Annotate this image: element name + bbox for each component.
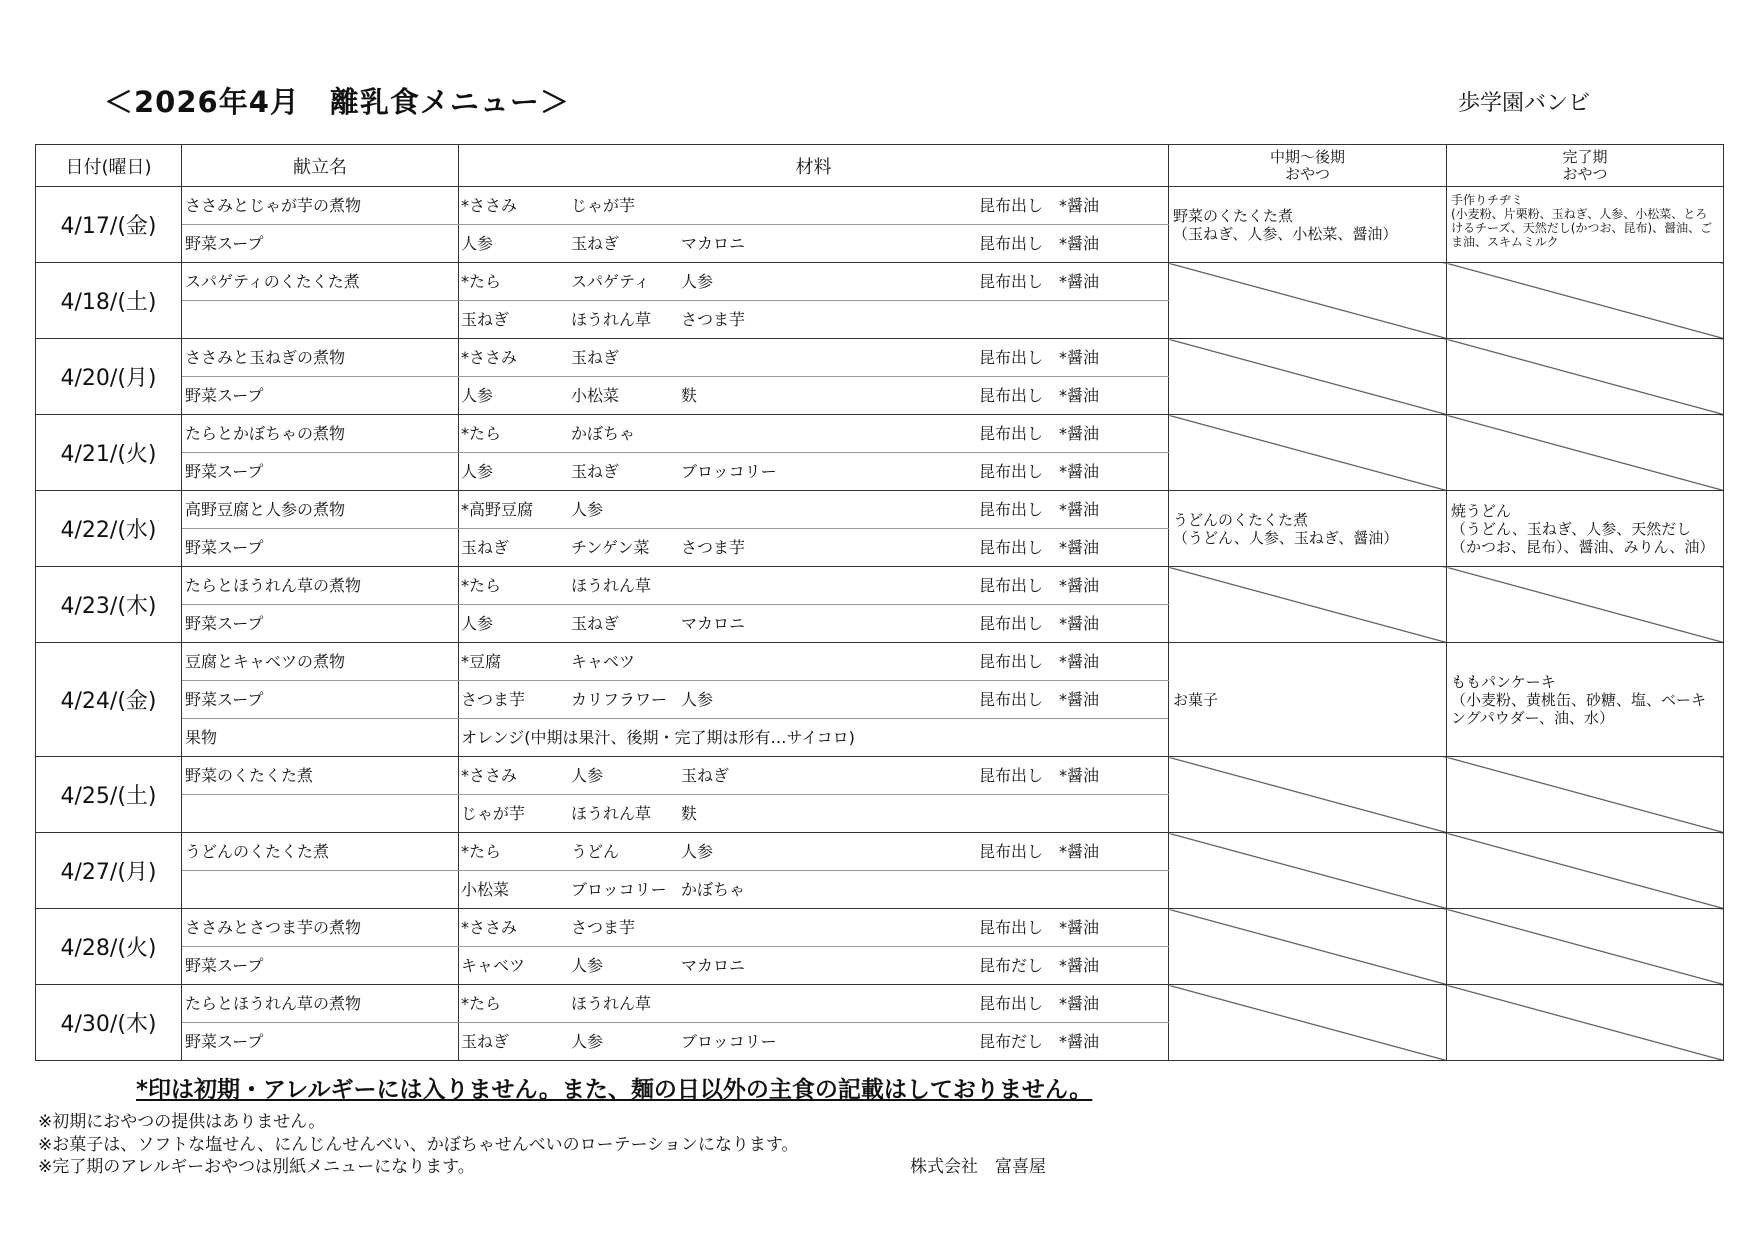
table-row	[36, 491, 1724, 529]
dish-name: ささみと玉ねぎの煮物	[182, 339, 459, 377]
ingredients-cell	[459, 225, 1169, 263]
note-line: ※お菓子は、ソフトな塩せん、にんじんせんべい、かぼちゃせんべいのローテーションになります。	[38, 1135, 799, 1155]
dish-name: 高野豆腐と人参の煮物	[182, 491, 459, 529]
table-row	[36, 263, 1724, 301]
dish-name: 野菜スープ	[182, 947, 459, 985]
table-row	[36, 567, 1724, 605]
ingredient: キャベツ	[461, 956, 526, 975]
ingredient: 人参	[461, 614, 494, 633]
school-name: 歩学園バンビ	[1458, 91, 1591, 116]
dish-name	[182, 795, 459, 833]
date-cell: 4/20/(月)	[36, 339, 182, 415]
ingredient: 玉ねぎ	[571, 348, 620, 367]
sauce: *醤油	[1059, 652, 1100, 671]
empty-slash-cell	[1169, 757, 1447, 833]
date-cell: 4/21/(火)	[36, 415, 182, 491]
ingredient: *たら	[461, 272, 502, 291]
snack-mid-column-header: 中期～後期 おやつ	[1169, 145, 1447, 187]
dashi: 昆布出し	[979, 462, 1044, 481]
dashi: 昆布出し	[979, 386, 1044, 405]
sauce: *醤油	[1059, 766, 1100, 785]
ingredient: ブロッコリー	[681, 1032, 777, 1051]
dish-name: 豆腐とキャベツの煮物	[182, 643, 459, 681]
note-line: ※完了期のアレルギーおやつは別紙メニューになります。	[38, 1157, 475, 1177]
table-row	[36, 339, 1724, 377]
menu-table	[35, 144, 1724, 1061]
ingredient: *高野豆腐	[461, 500, 534, 519]
ingredient: じゃが芋	[571, 196, 636, 215]
ingredient: 麩	[681, 804, 698, 823]
dish-name: 野菜スープ	[182, 529, 459, 567]
ingredient: さつま芋	[681, 538, 746, 557]
ingredients-cell	[459, 909, 1169, 947]
empty-slash-cell	[1169, 263, 1447, 339]
dish-name: 野菜スープ	[182, 453, 459, 491]
ingredient: マカロニ	[681, 234, 746, 253]
empty-slash-cell	[1447, 985, 1724, 1061]
table-row	[36, 757, 1724, 795]
empty-slash-cell	[1447, 415, 1724, 491]
dashi: 昆布だし	[979, 956, 1044, 975]
ingredient: *たら	[461, 994, 502, 1013]
ingredient: うどん	[571, 842, 620, 861]
ingredient: かぼちゃ	[681, 880, 746, 899]
empty-slash-cell	[1447, 263, 1724, 339]
ingredient: さつま芋	[681, 310, 746, 329]
header-row	[36, 145, 1724, 187]
ingredient: *たら	[461, 842, 502, 861]
date-cell: 4/22/(水)	[36, 491, 182, 567]
table-row	[36, 643, 1724, 681]
sauce: *醤油	[1059, 272, 1100, 291]
ingredient: 小松菜	[461, 880, 510, 899]
ingredients-cell	[459, 263, 1169, 301]
ingredients-cell	[459, 833, 1169, 871]
page-title: ＜2026年4月 離乳食メニュー＞	[104, 85, 570, 119]
ingredients-cell	[459, 491, 1169, 529]
dish-name: ささみとじゃが芋の煮物	[182, 187, 459, 225]
sauce: *醤油	[1059, 956, 1100, 975]
empty-slash-cell	[1447, 567, 1724, 643]
ingredient: 小松菜	[571, 386, 620, 405]
sauce: *醤油	[1059, 234, 1100, 253]
table-row	[36, 985, 1724, 1023]
sauce: *醤油	[1059, 614, 1100, 633]
ingredient: ほうれん草	[571, 310, 652, 329]
allergy-note: *印は初期・アレルギーには入りません。また、麺の日以外の主食の記載はしておりません。	[136, 1077, 1093, 1103]
ingredients-cell	[459, 795, 1169, 833]
dashi: 昆布出し	[979, 918, 1044, 937]
dashi: 昆布出し	[979, 994, 1044, 1013]
ingredient: 人参	[571, 500, 604, 519]
dashi: 昆布だし	[979, 1032, 1044, 1051]
date-cell: 4/17/(金)	[36, 187, 182, 263]
ingredients-cell	[459, 567, 1169, 605]
sauce: *醤油	[1059, 500, 1100, 519]
sauce: *醤油	[1059, 538, 1100, 557]
ingredient: *ささみ	[461, 348, 518, 367]
ingredient: 人参	[681, 272, 714, 291]
ingredient: 人参	[681, 842, 714, 861]
ingredient: *たら	[461, 576, 502, 595]
ingredient: さつま芋	[461, 690, 526, 709]
dish-column-header: 献立名	[182, 145, 459, 187]
snack-final-cell: 手作りチヂミ (小麦粉、片栗粉、玉ねぎ、人参、小松菜、とろけるチーズ、天然だし(かつお、昆布)、醤油、ごま油、スキムミルク	[1447, 187, 1724, 263]
ingredients-cell	[459, 643, 1169, 681]
ingredient: 玉ねぎ	[571, 234, 620, 253]
ingredient: 玉ねぎ	[461, 538, 510, 557]
table-row	[36, 187, 1724, 225]
sauce: *醤油	[1059, 918, 1100, 937]
ingredient: ほうれん草	[571, 804, 652, 823]
ingredients-cell	[459, 719, 1169, 757]
dish-name: 野菜スープ	[182, 681, 459, 719]
empty-slash-cell	[1447, 909, 1724, 985]
ingredient: 麩	[681, 386, 698, 405]
date-cell: 4/18/(土)	[36, 263, 182, 339]
dish-name: スパゲティのくたくた煮	[182, 263, 459, 301]
dish-name: ささみとさつま芋の煮物	[182, 909, 459, 947]
dashi: 昆布出し	[979, 614, 1044, 633]
ingredient: チンゲン菜	[571, 538, 650, 557]
ingredients-cell	[459, 947, 1169, 985]
ingredient: かぼちゃ	[571, 424, 636, 443]
dish-name: 野菜スープ	[182, 377, 459, 415]
ingredient: 人参	[461, 386, 494, 405]
ingredients-cell	[459, 1023, 1169, 1061]
ingredient: 人参	[461, 234, 494, 253]
ingredient: 玉ねぎ	[681, 766, 730, 785]
ingredient: じゃが芋	[461, 804, 526, 823]
ingredients-cell	[459, 757, 1169, 795]
ingredient: *たら	[461, 424, 502, 443]
dashi: 昆布出し	[979, 842, 1044, 861]
dashi: 昆布出し	[979, 576, 1044, 595]
date-cell: 4/25/(土)	[36, 757, 182, 833]
ingredient: 玉ねぎ	[571, 614, 620, 633]
ingredient: スパゲティ	[571, 272, 650, 291]
table-row	[36, 415, 1724, 453]
snack-mid-cell: お菓子	[1169, 643, 1447, 757]
ingredients-cell	[459, 529, 1169, 567]
sauce: *醤油	[1059, 576, 1100, 595]
ingredient: *豆腐	[461, 652, 502, 671]
sauce: *醤油	[1059, 424, 1100, 443]
empty-slash-cell	[1169, 567, 1447, 643]
date-cell: 4/28/(火)	[36, 909, 182, 985]
sauce: *醤油	[1059, 462, 1100, 481]
ingredient: 人参	[461, 462, 494, 481]
ingredients-cell	[459, 453, 1169, 491]
empty-slash-cell	[1447, 339, 1724, 415]
snack-final-cell: ももパンケーキ （小麦粉、黄桃缶、砂糖、塩、ベーキングパウダー、油、水）	[1447, 643, 1724, 757]
dish-name: 果物	[182, 719, 459, 757]
sauce: *醤油	[1059, 386, 1100, 405]
ingredient: 玉ねぎ	[461, 1032, 510, 1051]
dashi: 昆布出し	[979, 690, 1044, 709]
ingredient: ほうれん草	[571, 994, 652, 1013]
sauce: *醤油	[1059, 196, 1100, 215]
empty-slash-cell	[1169, 339, 1447, 415]
dashi: 昆布出し	[979, 652, 1044, 671]
sauce: *醤油	[1059, 842, 1100, 861]
sauce: *醤油	[1059, 1032, 1100, 1051]
empty-slash-cell	[1169, 909, 1447, 985]
ingredient: キャベツ	[571, 652, 636, 671]
sauce: *醤油	[1059, 348, 1100, 367]
ingredients-column-header: 材料	[459, 145, 1169, 187]
ingredients-cell	[459, 187, 1169, 225]
ingredient: ほうれん草	[571, 576, 652, 595]
ingredients-cell	[459, 415, 1169, 453]
ingredients-cell	[459, 871, 1169, 909]
dashi: 昆布出し	[979, 766, 1044, 785]
ingredient: 人参	[681, 690, 714, 709]
ingredient: カリフラワー	[571, 690, 668, 709]
ingredients-cell	[459, 301, 1169, 339]
dish-name: 野菜スープ	[182, 225, 459, 263]
date-cell: 4/24/(金)	[36, 643, 182, 757]
dashi: 昆布出し	[979, 500, 1044, 519]
dish-name	[182, 871, 459, 909]
sauce: *醤油	[1059, 994, 1100, 1013]
ingredient: *ささみ	[461, 918, 518, 937]
ingredients-cell	[459, 605, 1169, 643]
date-cell: 4/27/(月)	[36, 833, 182, 909]
ingredient: さつま芋	[571, 918, 636, 937]
note-line: ※初期におやつの提供はありません。	[38, 1112, 326, 1132]
ingredient: *ささみ	[461, 766, 518, 785]
dish-name	[182, 301, 459, 339]
date-cell: 4/23/(木)	[36, 567, 182, 643]
ingredient: マカロニ	[681, 956, 746, 975]
ingredient: *ささみ	[461, 196, 518, 215]
empty-slash-cell	[1447, 833, 1724, 909]
snack-mid-cell: 野菜のくたくた煮 （玉ねぎ、人参、小松菜、醤油）	[1169, 187, 1447, 263]
empty-slash-cell	[1169, 985, 1447, 1061]
dish-name: たらとほうれん草の煮物	[182, 985, 459, 1023]
dish-name: 野菜のくたくた煮	[182, 757, 459, 795]
ingredients-cell	[459, 377, 1169, 415]
snack-final-cell: 焼うどん （うどん、玉ねぎ、人参、天然だし（かつお、昆布）、醤油、みりん、油）	[1447, 491, 1724, 567]
dish-name: たらとかぼちゃの煮物	[182, 415, 459, 453]
dashi: 昆布出し	[979, 424, 1044, 443]
empty-slash-cell	[1169, 415, 1447, 491]
dashi: 昆布出し	[979, 234, 1044, 253]
dashi: 昆布出し	[979, 272, 1044, 291]
ingredients-cell	[459, 339, 1169, 377]
table-row	[36, 909, 1724, 947]
fruit-text: オレンジ(中期は果汁、後期・完了期は形有…サイコロ)	[461, 728, 855, 747]
dish-name: 野菜スープ	[182, 605, 459, 643]
date-column-header: 日付(曜日)	[36, 145, 182, 187]
ingredient: 玉ねぎ	[571, 462, 620, 481]
ingredients-cell	[459, 985, 1169, 1023]
menu-body	[36, 187, 1724, 1061]
ingredient: ブロッコリー	[571, 880, 667, 899]
ingredient: マカロニ	[681, 614, 746, 633]
ingredient: ブロッコリー	[681, 462, 777, 481]
dashi: 昆布出し	[979, 348, 1044, 367]
ingredient: 人参	[571, 956, 604, 975]
sauce: *醤油	[1059, 690, 1100, 709]
date-cell: 4/30/(木)	[36, 985, 182, 1061]
empty-slash-cell	[1169, 833, 1447, 909]
snack-final-column-header: 完了期 おやつ	[1447, 145, 1724, 187]
ingredient: 人参	[571, 766, 604, 785]
snack-mid-cell: うどんのくたくた煮 （うどん、人参、玉ねぎ、醤油）	[1169, 491, 1447, 567]
ingredients-cell	[459, 681, 1169, 719]
dashi: 昆布出し	[979, 196, 1044, 215]
dashi: 昆布出し	[979, 538, 1044, 557]
dish-name: 野菜スープ	[182, 1023, 459, 1061]
ingredient: 玉ねぎ	[461, 310, 510, 329]
dish-name: たらとほうれん草の煮物	[182, 567, 459, 605]
table-row	[36, 833, 1724, 871]
company-name: 株式会社 富喜屋	[910, 1157, 1046, 1177]
ingredient: 人参	[571, 1032, 604, 1051]
empty-slash-cell	[1447, 757, 1724, 833]
dish-name: うどんのくたくた煮	[182, 833, 459, 871]
